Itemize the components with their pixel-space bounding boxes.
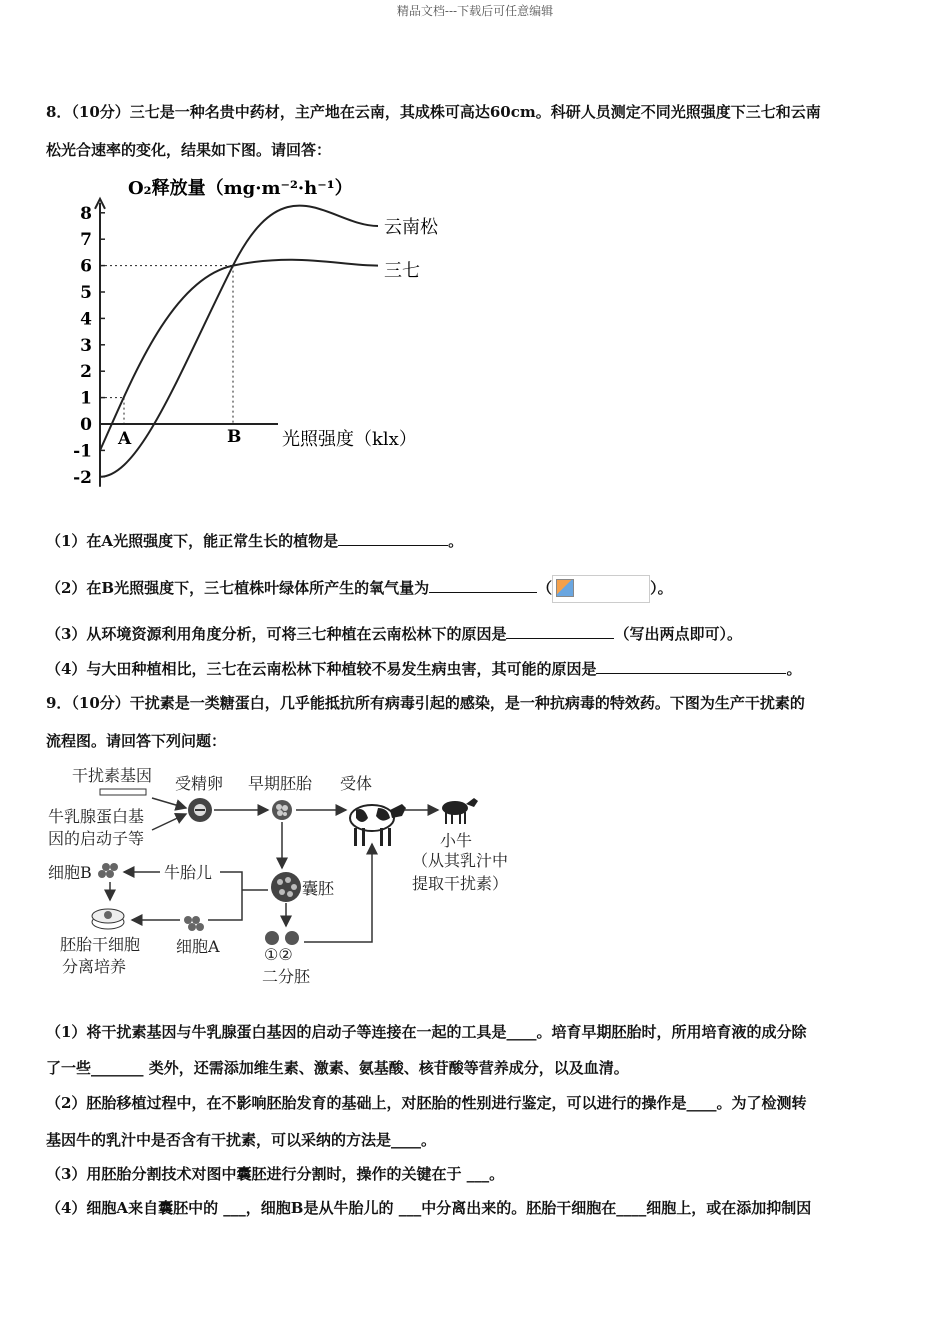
series-label: 云南松 (384, 217, 438, 238)
q9-sub2-line2: 基因牛的乳汁中是否含有干扰素，可以采纳的方法是____。 (46, 1131, 437, 1149)
y-tick-label: 6 (80, 256, 92, 277)
q8-sub4: （4）与大田种植相比，三七在云南松林下种植较不易发生病虫害，其可能的原因是 。 (46, 660, 802, 678)
gene-label: 干扰素基因 (72, 766, 153, 785)
q9-sub4: （4）细胞A来自囊胚中的 ___，细胞B是从牛胎儿的 ___中分离出来的。胚胎干细胞在____细胞上，或在添加抑制因 (46, 1199, 812, 1217)
split-embryo-icon (265, 931, 299, 945)
cell-b-icon (98, 863, 118, 878)
calf-note-1: （从其乳汁中 (412, 851, 509, 870)
early-embryo-label: 早期胚胎 (248, 774, 313, 793)
answer-blank[interactable] (338, 531, 448, 546)
broken-image-icon (552, 575, 650, 603)
q8-sub2: （2）在B光照强度下，三七植株叶绿体所产生的氧气量为 （ ）。 (46, 575, 906, 603)
chart-title: O₂释放量（mg·m⁻²·h⁻¹） (128, 178, 353, 199)
q8-sub1: （1）在A光照强度下，能正常生长的植物是 。 (46, 532, 464, 550)
petri-dish-icon (92, 909, 124, 929)
page-header: 精品文档---下载后可任意编辑 (396, 4, 554, 18)
split-numbers: ①② (264, 945, 293, 964)
series-line-sanqi (100, 260, 378, 451)
series-label: 三七 (384, 260, 420, 282)
q8-intro-line1: 8．（10分）三七是一种名贵中药材，主产地在云南，其成株可高达60cm。科研人员测定不同光照强度下三七和云南 (46, 103, 821, 121)
fertilized-egg-icon (188, 798, 212, 822)
q9-sub1-line1: （1）将干扰素基因与牛乳腺蛋白基因的启动子等连接在一起的工具是____。培育早期胚胎时，所用培育液的成分除 (46, 1023, 807, 1041)
calf-icon (442, 798, 478, 824)
cell-a-icon (184, 916, 204, 931)
q9-intro-line2: 流程图。请回答下列问题： (46, 732, 227, 750)
blastocyst-icon (271, 872, 301, 902)
x-axis-label: 光照强度（klx） (282, 429, 417, 450)
blastocyst-label: 囊胚 (302, 879, 335, 898)
connector-fetus-cell-a (208, 872, 242, 920)
promoter-label-2: 因的启动子等 (48, 829, 145, 848)
y-tick-label: 1 (80, 388, 92, 409)
calf-note-2: 提取干扰素） (412, 874, 509, 893)
q8-intro-line2: 松光合速率的变化，结果如下图。请回答： (46, 141, 332, 159)
x-mark-label: B (227, 427, 242, 447)
promoter-label-1: 牛乳腺蛋白基 (48, 807, 145, 826)
q8-sub3: （3）从环境资源利用角度分析，可将三七种植在云南松林下的原因是 （写出两点即可）。 (46, 625, 742, 643)
egg-label: 受精卵 (175, 774, 224, 793)
y-tick-label: 4 (80, 309, 92, 330)
answer-blank[interactable] (506, 624, 614, 639)
cow-icon (350, 804, 406, 846)
calf-label: 小牛 (440, 831, 473, 850)
es-cell-label-2: 分离培养 (62, 957, 127, 976)
answer-blank[interactable] (596, 659, 786, 674)
photosynthesis-chart (60, 172, 480, 517)
interferon-flow-diagram (40, 760, 540, 995)
x-mark-label: A (118, 429, 132, 449)
q9-sub2-line1: （2）胚胎移植过程中，在不影响胚胎发育的基础上，对胚胎的性别进行鉴定，可以进行的操作是____。为了检测转 (46, 1094, 807, 1112)
answer-blank[interactable] (429, 578, 537, 593)
cell-a-label: 细胞A (176, 937, 220, 956)
q9-intro-line1: 9．（10分）干扰素是一类糖蛋白，几乎能抵抗所有病毒引起的感染，是一种抗病毒的特效药。下图为生产干扰素的 (46, 694, 805, 712)
q9-sub3: （3）用胚胎分割技术对图中囊胚进行分割时，操作的关键在于 ___。 (46, 1165, 505, 1183)
early-embryo-icon (272, 800, 292, 820)
q9-sub1-line2: 了一些_______ 类外，还需添加维生素、激素、氨基酸、核苷酸等营养成分，以及血清。 (46, 1059, 629, 1077)
y-tick-label: 7 (80, 230, 92, 251)
cell-b-label: 细胞B (48, 863, 92, 882)
es-cell-label-1: 胚胎干细胞 (60, 935, 141, 954)
arrow-gene-to-egg (152, 798, 186, 808)
y-tick-label: 0 (80, 415, 92, 435)
y-tick-label: 5 (80, 283, 92, 303)
y-tick-label: -2 (73, 467, 92, 488)
y-tick-label: 8 (80, 203, 92, 224)
arrow-promoter-to-egg (152, 814, 186, 830)
recipient-label: 受体 (340, 774, 373, 793)
y-tick-label: 3 (80, 335, 92, 356)
y-tick-label: 2 (80, 362, 92, 383)
fetus-label: 牛胎儿 (164, 863, 213, 882)
split-embryo-label: 二分胚 (262, 967, 311, 986)
y-tick-label: -1 (73, 441, 92, 462)
gene-bar-icon (100, 789, 146, 795)
